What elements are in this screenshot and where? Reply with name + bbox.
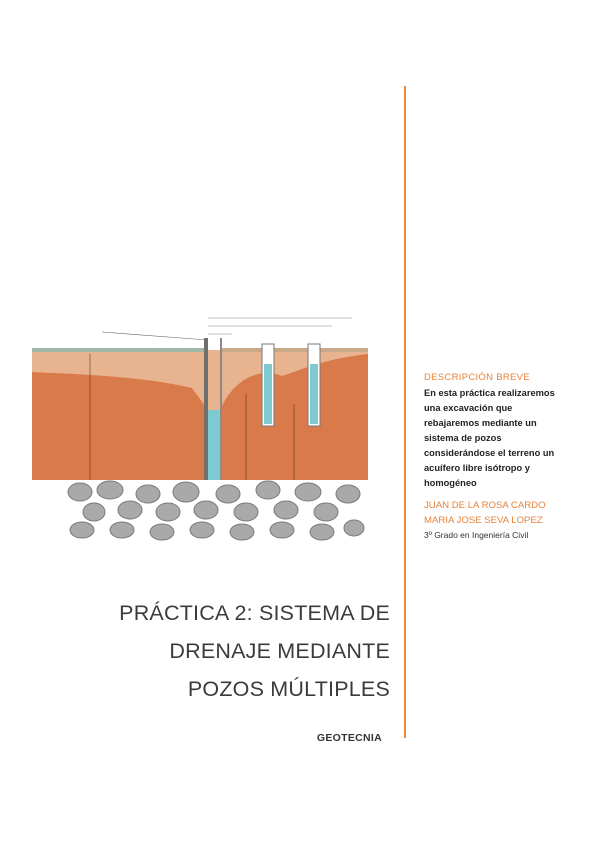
summary-heading: DESCRIPCIÓN BREVE xyxy=(424,372,530,383)
vertical-divider xyxy=(404,86,406,738)
degree-label: 3º Grado en Ingeniería Civil xyxy=(424,530,529,540)
authors: JUAN DE LA ROSA CARDO MARIA JOSE SEVA LOPEZ xyxy=(424,500,546,526)
drainage-wells-illustration xyxy=(32,314,368,546)
title-line-2: DRENAJE MEDIANTE xyxy=(169,639,390,663)
subject-label: GEOTECNIA xyxy=(316,732,382,744)
cover-title xyxy=(60,594,390,708)
title-line-1: PRÁCTICA 2: SISTEMA DE xyxy=(119,601,390,625)
sidebar-summary xyxy=(424,372,574,540)
title-line-3: POZOS MÚLTIPLES xyxy=(187,677,390,701)
summary-description: En esta práctica realizaremos una excavación que rebajaremos mediante un sistema de pozos considerándose el terreno un acuífero libre isótropo y homogéneo xyxy=(424,388,555,488)
drainage-wells-diagram-icon xyxy=(32,314,368,546)
